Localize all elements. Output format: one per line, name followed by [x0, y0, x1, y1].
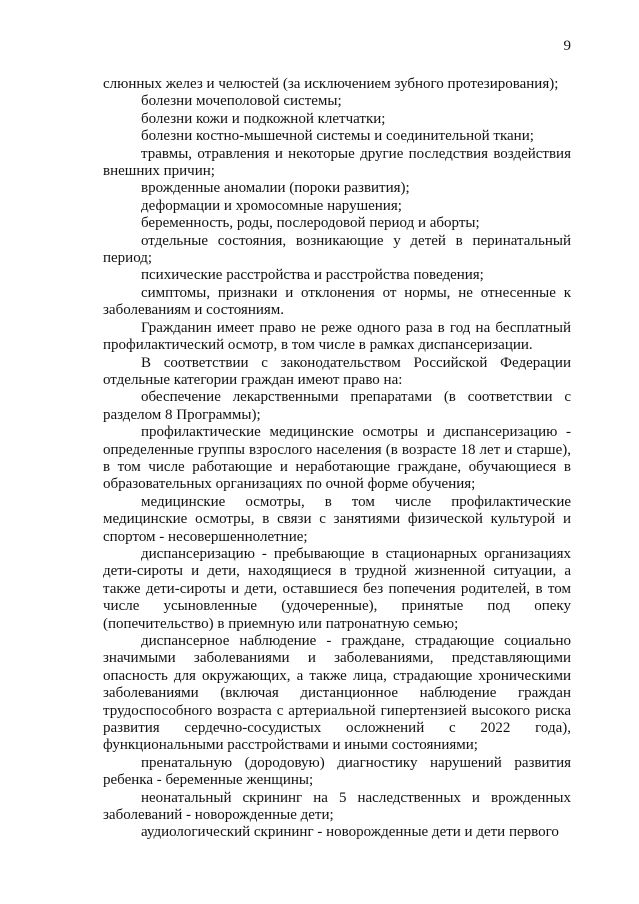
paragraph: неонатальный скрининг на 5 наследственных и врожденных заболеваний - новорожденные дети;: [103, 789, 571, 824]
paragraph: врожденные аномалии (пороки развития);: [141, 180, 410, 197]
paragraph: травмы, отравления и некоторые другие последствия воздействия внешних причин;: [103, 145, 571, 180]
paragraph: болезни костно-мышечной системы и соединительной ткани;: [141, 128, 534, 145]
paragraph: диспансерное наблюдение - граждане, страдающие социально значимыми заболеваниями и заболеваниями, представляющими опасность для окружающих, а также лица, страдающие хроническими заболеваниями (включая дистанционное наблюдение граждан трудоспособного возраста с артериальной гипертензией высокого риска развития сердечно-сосудистых осложнений с 2022 года), функциональными расстройствами и иными состояниями;: [103, 633, 571, 754]
paragraph: болезни мочеполовой системы;: [141, 93, 342, 110]
paragraph: пренатальную (дородовую) диагностику нарушений развития ребенка - беременные женщины;: [103, 754, 571, 789]
paragraph: психические расстройства и расстройства поведения;: [141, 267, 484, 284]
paragraph: Гражданин имеет право не реже одного раза в год на бесплатный профилактический осмотр, в том числе в рамках диспансеризации.: [103, 319, 571, 354]
paragraph: беременность, роды, послеродовой период и аборты;: [141, 215, 480, 232]
paragraph: болезни кожи и подкожной клетчатки;: [141, 110, 386, 127]
paragraph: обеспечение лекарственными препаратами (в соответствии с разделом 8 Программы);: [103, 389, 571, 423]
document-body: [103, 76, 571, 842]
paragraph: медицинские осмотры, в том числе профилактические медицинские осмотры, в связи с занятиями физической культурой и спортом - несовершеннолетние;: [103, 493, 571, 545]
paragraph: диспансеризацию - пребывающие в стационарных организациях дети-сироты и дети, находящиеся в трудной жизненной ситуации, а также дети-сироты и дети, оставшиеся без попечения родителей, в том числе усыновленные (удочеренные), принятые под опеку (попечительство) в приемную или патронатную семью;: [103, 545, 571, 632]
paragraph: аудиологический скрининг - новорожденные дети и дети первого: [141, 824, 559, 841]
page-number: 9: [563, 38, 571, 54]
paragraph: слюнных желез и челюстей (за исключением зубного протезирования);: [103, 76, 559, 92]
paragraph: В соответствии с законодательством Российской Федерации отдельные категории граждан имеют право на:: [103, 354, 571, 388]
paragraph: деформации и хромосомные нарушения;: [141, 197, 402, 214]
paragraph: профилактические медицинские осмотры и диспансеризацию - определенные группы взрослого населения (в возрасте 18 лет и старше), в том числе работающие и неработающие граждане, обучающиеся в образовательных организациях по очной форме обучения;: [103, 424, 571, 493]
paragraph: отдельные состояния, возникающие у детей в перинатальный период;: [103, 232, 571, 267]
paragraph: симптомы, признаки и отклонения от нормы, не отнесенные к заболеваниям и состояниям.: [103, 284, 571, 319]
